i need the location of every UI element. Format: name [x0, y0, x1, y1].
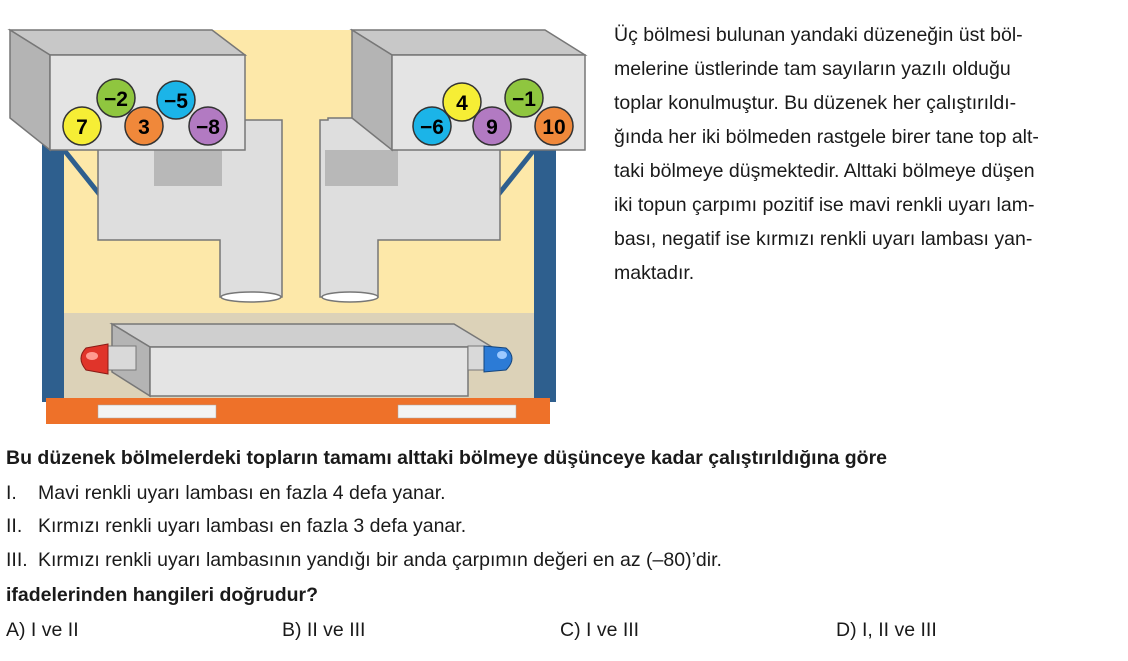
ball-number: 4	[456, 92, 468, 115]
question-prompt: ifadelerinden hangileri doğrudur?	[6, 584, 319, 606]
option-text: I ve II	[30, 619, 79, 641]
option-letter: C)	[560, 619, 581, 641]
option-c[interactable]	[560, 619, 639, 642]
ball-number: −6	[420, 116, 444, 139]
option-letter: B)	[282, 619, 302, 641]
left-chute-shade	[154, 150, 222, 186]
option-text: II ve III	[306, 619, 366, 641]
lower-box-front	[150, 347, 468, 396]
intro-line: melerine üstlerinde tam sayıların yazılı olduğu	[614, 58, 1011, 80]
statement-2	[6, 515, 466, 538]
intro-paragraph	[614, 18, 1119, 290]
ball-number: 7	[76, 116, 88, 139]
ball	[473, 107, 511, 145]
option-letter: A)	[6, 619, 26, 641]
ball	[505, 79, 543, 117]
ball-number: −2	[104, 88, 128, 111]
red-lamp-glow	[86, 352, 98, 360]
blue-lamp-dome	[484, 346, 512, 372]
lower-box-top	[112, 324, 492, 347]
mechanism-figure	[0, 0, 600, 430]
statement-text: Kırmızı renkli uyarı lambasının yandığı bir anda çarpımın değeri en az (–80)’dir.	[38, 549, 722, 571]
option-b[interactable]	[282, 619, 365, 642]
right-chute-shade	[325, 150, 398, 186]
option-a[interactable]	[6, 619, 79, 642]
option-text: I ve III	[586, 619, 640, 641]
ball	[63, 107, 101, 145]
statement-text: Mavi renkli uyarı lambası en fazla 4 defa yanar.	[38, 482, 446, 504]
option-text: I, II ve III	[862, 619, 937, 641]
ball-number: 9	[486, 116, 498, 139]
red-warning-lamp	[81, 344, 136, 374]
question-stem: Bu düzenek bölmelerdeki topların tamamı alttaki bölmeye düşünceye kadar çalıştırıldığına göre	[6, 447, 888, 469]
ball	[413, 107, 451, 145]
ball	[157, 81, 195, 119]
ball	[443, 83, 481, 121]
statement-1	[6, 482, 446, 505]
right-frame-post	[534, 140, 556, 402]
left-chute-opening	[221, 292, 281, 302]
blue-lamp-mount	[468, 346, 484, 370]
intro-line: bası, negatif ise kırmızı renkli uyarı lambası yan-	[614, 228, 1033, 250]
ball-number: 10	[542, 116, 566, 139]
intro-line: taki bölmeye düşmektedir. Alttaki bölmeye düşen	[614, 160, 1035, 182]
intro-line: ğında her iki bölmeden rastgele birer tane top alt-	[614, 126, 1039, 148]
intro-line: Üç bölmesi bulunan yandaki düzeneğin üst böl-	[614, 24, 1023, 46]
statement-number: III.	[6, 549, 28, 571]
ball	[189, 107, 227, 145]
base-slot-right	[398, 405, 516, 418]
ball-number: −8	[196, 116, 220, 139]
ball-number: 3	[138, 116, 150, 139]
blue-warning-lamp	[468, 346, 512, 372]
left-frame-post	[42, 140, 64, 402]
option-d[interactable]	[836, 619, 937, 642]
ball-number: −1	[512, 88, 536, 111]
statement-text: Kırmızı renkli uyarı lambası en fazla 3 defa yanar.	[38, 515, 467, 537]
ball	[125, 107, 163, 145]
intro-line: toplar konulmuştur. Bu düzenek her çalıştırıldı-	[614, 92, 1017, 114]
statement-number: I.	[6, 482, 17, 504]
ball-number: −5	[164, 90, 188, 113]
ball	[97, 79, 135, 117]
red-lamp-mount	[106, 346, 136, 370]
statement-number: II.	[6, 515, 23, 537]
option-letter: D)	[836, 619, 857, 641]
right-chute-opening	[322, 292, 378, 302]
base-slot-left	[98, 405, 216, 418]
blue-lamp-glow	[497, 351, 507, 359]
statement-3	[6, 549, 722, 572]
intro-line: maktadır.	[614, 262, 695, 284]
intro-line: iki topun çarpımı pozitif ise mavi renkli uyarı lam-	[614, 194, 1035, 216]
ball	[535, 107, 573, 145]
